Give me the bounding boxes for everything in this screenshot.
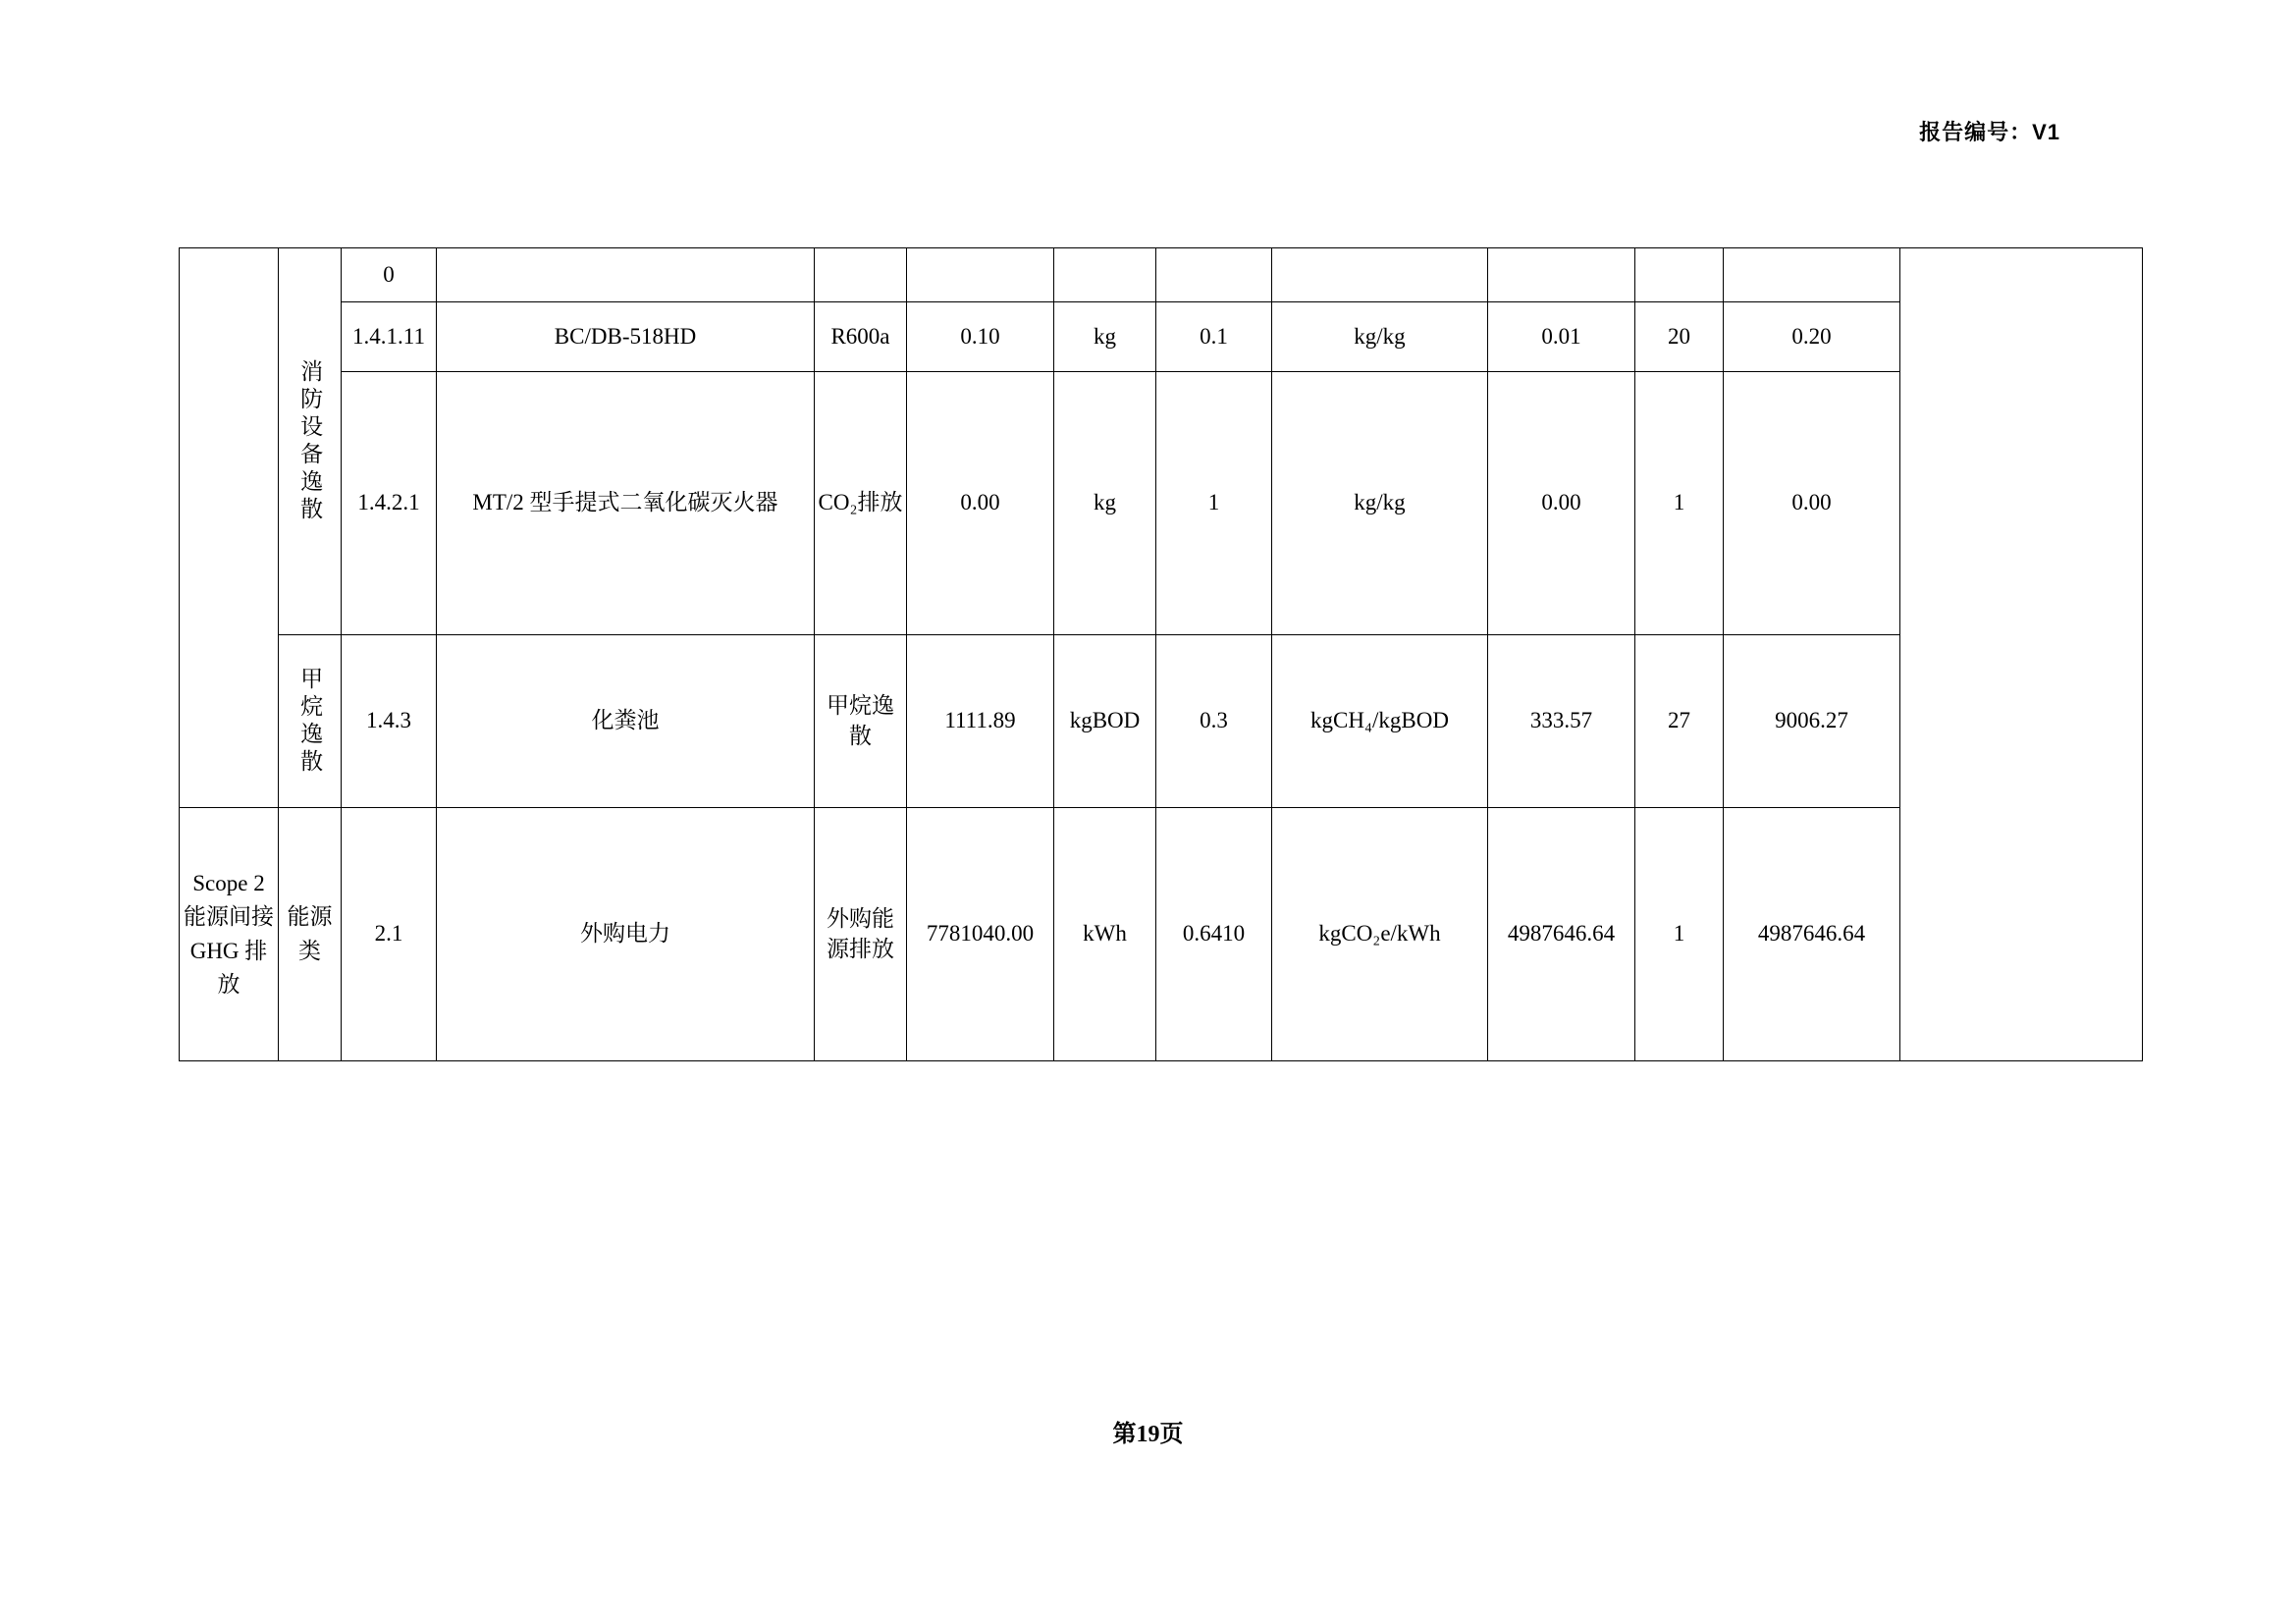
gas-type — [815, 248, 907, 302]
emission-source: BC/DB-518HD — [437, 302, 815, 372]
gas-type: CO₂排放 — [815, 372, 907, 635]
group-cell-methane — [279, 635, 342, 808]
gwp-value — [1635, 248, 1724, 302]
emission-factor-unit: kg/kg — [1272, 372, 1488, 635]
emission-source: 化粪池 — [437, 635, 815, 808]
row-number: 1.4.1.11 — [342, 302, 437, 372]
ghg-emissions-table-wrapper — [179, 247, 2142, 1061]
co2e-value: 4987646.64 — [1724, 808, 1900, 1061]
scope2-cell — [180, 808, 279, 1061]
emission-amount: 0.01 — [1488, 302, 1635, 372]
activity-unit — [1054, 248, 1156, 302]
emission-factor-unit: kgCH₄/kgBOD — [1272, 635, 1488, 808]
row-number: 1.4.3 — [342, 635, 437, 808]
co2e-value: 9006.27 — [1724, 635, 1900, 808]
emission-amount: 0.00 — [1488, 372, 1635, 635]
table-row — [180, 635, 2143, 808]
emission-factor: 0.1 — [1156, 302, 1272, 372]
group-cell-energy-type — [279, 808, 342, 1061]
activity-data: 1111.89 — [907, 635, 1054, 808]
scope1-continuation-cell — [180, 248, 279, 808]
gwp-value: 20 — [1635, 302, 1724, 372]
activity-unit: kg — [1054, 302, 1156, 372]
ghg-emissions-table — [179, 247, 2143, 1061]
co2e-value: 0.00 — [1724, 372, 1900, 635]
activity-data — [907, 248, 1054, 302]
row-number: 0 — [342, 248, 437, 302]
group-label-fire-equipment: 消防设备逸散 — [297, 358, 323, 524]
emission-amount: 4987646.64 — [1488, 808, 1635, 1061]
emission-amount — [1488, 248, 1635, 302]
emission-factor: 0.6410 — [1156, 808, 1272, 1061]
table-row — [180, 248, 2143, 302]
row-number: 1.4.2.1 — [342, 372, 437, 635]
emission-factor-unit: kg/kg — [1272, 302, 1488, 372]
table-row — [180, 372, 2143, 635]
page-number: 19 — [1136, 1422, 1160, 1447]
emission-amount: 333.57 — [1488, 635, 1635, 808]
group-cell-fire-equipment — [279, 248, 342, 635]
remarks-cell — [1900, 248, 2143, 1061]
activity-unit: kgBOD — [1054, 635, 1156, 808]
activity-unit: kWh — [1054, 808, 1156, 1061]
table-row — [180, 302, 2143, 372]
table-row — [180, 808, 2143, 1061]
gas-type: 甲烷逸散 — [815, 635, 907, 808]
page-footer-prefix: 第 — [1112, 1421, 1137, 1447]
co2e-value: 0.20 — [1724, 302, 1900, 372]
gas-type: 外购能源排放 — [815, 808, 907, 1061]
gas-type: R600a — [815, 302, 907, 372]
emission-factor: 1 — [1156, 372, 1272, 635]
co2e-value — [1724, 248, 1900, 302]
emission-source — [437, 248, 815, 302]
emission-source: 外购电力 — [437, 808, 815, 1061]
group-label-energy-type: 能源类 — [287, 904, 333, 963]
emission-factor — [1156, 248, 1272, 302]
emission-source: MT/2 型手提式二氧化碳灭火器 — [437, 372, 815, 635]
page-footer — [0, 1414, 2296, 1448]
page-footer-suffix: 页 — [1159, 1421, 1184, 1447]
gwp-value: 1 — [1635, 808, 1724, 1061]
gwp-value: 27 — [1635, 635, 1724, 808]
activity-unit: kg — [1054, 372, 1156, 635]
activity-data: 7781040.00 — [907, 808, 1054, 1061]
emission-factor: 0.3 — [1156, 635, 1272, 808]
gwp-value: 1 — [1635, 372, 1724, 635]
activity-data: 0.00 — [907, 372, 1054, 635]
group-label-methane: 甲烷逸散 — [297, 666, 323, 777]
row-number: 2.1 — [342, 808, 437, 1061]
emission-factor-unit — [1272, 248, 1488, 302]
activity-data: 0.10 — [907, 302, 1054, 372]
report-code-header: 报告编号：V1 — [1919, 120, 2060, 144]
scope2-label: Scope 2 能源间接 GHG 排放 — [184, 870, 274, 997]
emission-factor-unit: kgCO₂e/kWh — [1272, 808, 1488, 1061]
